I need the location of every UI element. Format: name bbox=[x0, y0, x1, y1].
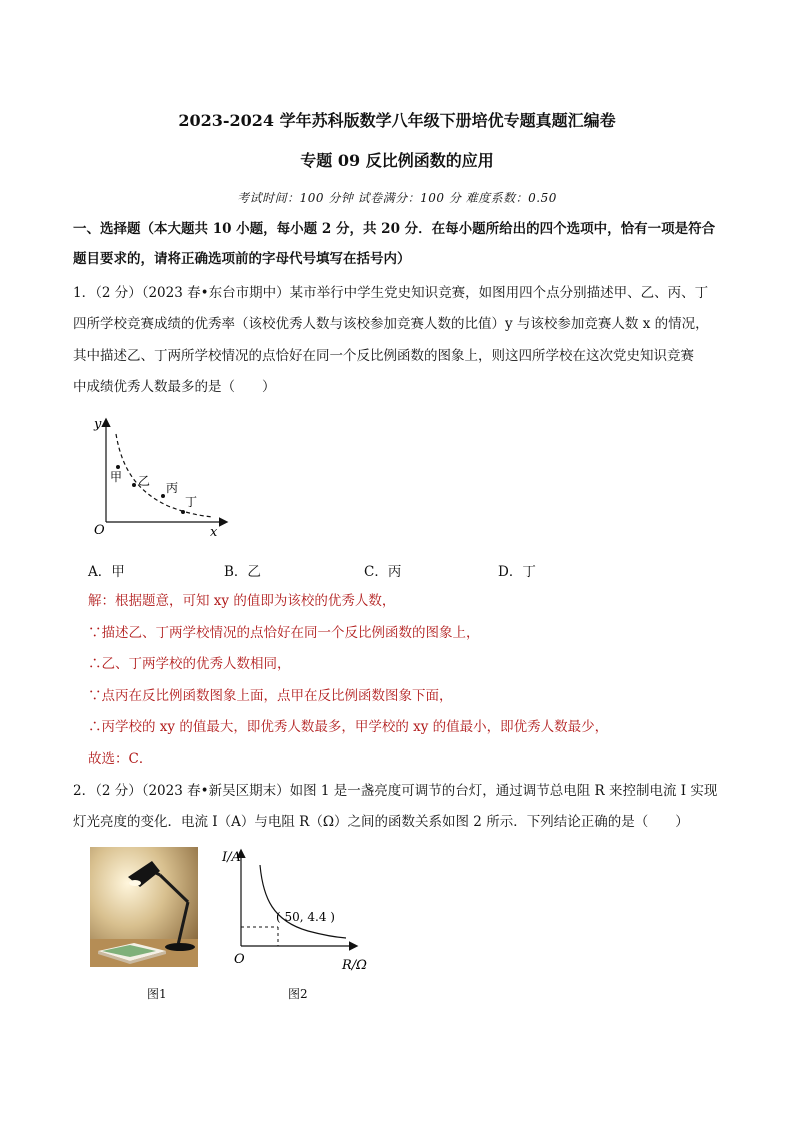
q1-solution-line4: ∵点丙在反比例函数图象上面，点甲在反比例函数图象下面， bbox=[88, 688, 453, 704]
q2-line2: 灯光亮度的变化．电流 I（A）与电阻 R（Ω）之间的函数关系如图 2 所示．下列结论正确的是（ ） bbox=[73, 814, 689, 830]
q2-graph bbox=[218, 843, 388, 973]
q1-line2: 四所学校竞赛成绩的优秀率（该校优秀人数与该校参加竞赛人数的比值）y 与该校参加竞赛人数 x 的情况， bbox=[73, 316, 709, 332]
q1-line3: 其中描述乙、丁两所学校情况的点恰好在同一个反比例函数的图象上，则这四所学校在这次党史知识竞赛 bbox=[73, 348, 694, 364]
q1-line1: 1．（2 分）（2023 春•东台市期中）某市举行中学生党史知识竞赛，如图用四个点分别描述甲、乙、丙、丁 bbox=[73, 285, 709, 301]
section-heading-line2: 题目要求的，请将正确选项前的字母代号填写在括号内） bbox=[73, 251, 411, 267]
q1-option-c: C．丙 bbox=[364, 564, 402, 580]
point-bing-label: 丙 bbox=[166, 481, 179, 495]
point-jia-label: 甲 bbox=[110, 470, 123, 484]
point-label: ( 50, 4.4 ) bbox=[276, 910, 335, 924]
point-jia bbox=[116, 465, 120, 469]
origin-label: O bbox=[94, 523, 105, 538]
q1-option-b: B．乙 bbox=[224, 564, 261, 580]
r-axis-label: R/Ω bbox=[342, 958, 367, 973]
q1-option-d: D．丁 bbox=[498, 564, 536, 580]
q1-solution-line2: ∵描述乙、丁两学校情况的点恰好在同一个反比例函数的图象上， bbox=[88, 625, 480, 641]
fig1-caption: 图1 bbox=[147, 987, 167, 1001]
section-heading-line1: 一、选择题（本大题共 10 小题，每小题 2 分，共 20 分．在每小题所给出的四个选项中，恰有一项是符合 bbox=[73, 221, 716, 237]
point-yi bbox=[132, 483, 136, 487]
q1-solution-line3: ∴乙、丁两学校的优秀人数相同， bbox=[88, 656, 291, 672]
page-title: 2023-2024 学年苏科版数学八年级下册培优专题真题汇编卷 bbox=[178, 111, 616, 130]
q2-line1: 2．（2 分）（2023 春•新吴区期末）如图 1 是一盏亮度可调节的台灯，通过调节总电阻 R 来控制电流 I 实现 bbox=[73, 783, 718, 799]
q1-solution-line6: 故选：C． bbox=[88, 751, 153, 767]
point-ding-label: 丁 bbox=[185, 495, 198, 509]
point-yi-label: 乙 bbox=[138, 474, 151, 488]
point-bing bbox=[161, 494, 165, 498]
origin-label: O bbox=[234, 952, 245, 967]
page-subtitle: 专题 09 反比例函数的应用 bbox=[300, 151, 494, 170]
i-axis-label: I/A bbox=[222, 850, 241, 865]
x-axis-label: x bbox=[210, 525, 218, 540]
hyperbola-curve bbox=[116, 434, 213, 517]
point-ding bbox=[181, 510, 185, 514]
q1-option-a: A．甲 bbox=[88, 564, 125, 580]
desk-lamp-photo bbox=[90, 847, 198, 967]
y-axis-label: y bbox=[94, 417, 102, 432]
q1-solution-line1: 解：根据题意，可知 xy 的值即为该校的优秀人数， bbox=[88, 593, 396, 609]
q1-line4: 中成绩优秀人数最多的是（ ） bbox=[73, 379, 276, 395]
fig2-caption: 图2 bbox=[288, 987, 308, 1001]
q1-graph bbox=[88, 410, 238, 542]
exam-meta: 考试时间：100 分钟 试卷满分：100 分 难度系数：0.50 bbox=[237, 191, 557, 205]
q1-solution-line5: ∴丙学校的 xy 的值最大，即优秀人数最多，甲学校的 xy 的值最小，即优秀人数最少， bbox=[88, 719, 609, 735]
